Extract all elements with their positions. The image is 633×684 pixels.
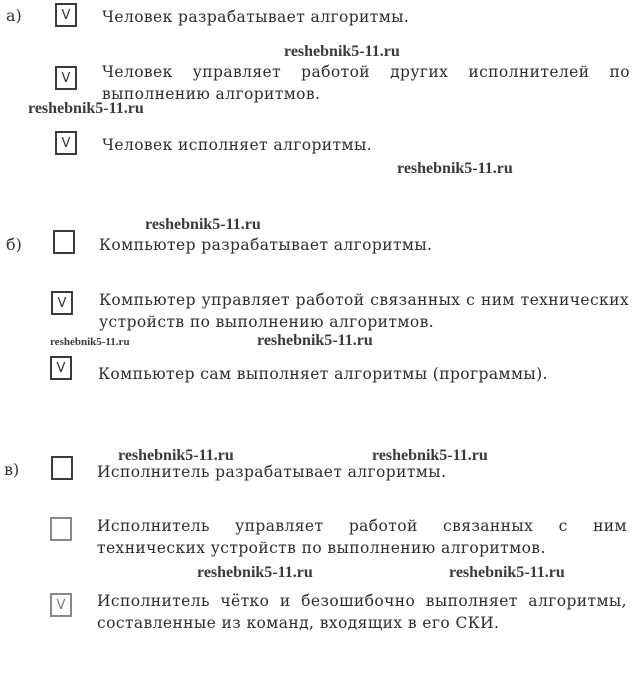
statement-a1: Человек разрабатывает алгоритмы. [102,8,410,26]
statement-b3: Компьютер сам выполняет алгоритмы (программы). [98,365,548,383]
statement-a3: Человек исполняет алгоритмы. [102,136,373,154]
watermark: reshebnik5-11.ru [197,564,313,581]
section-label-a: а) [6,6,22,25]
statement-b2: Компьютер управляет работой связанных с ним технических устройств по выполнению алгоритмов. [99,291,629,331]
watermark: reshebnik5-11.ru [50,336,130,348]
watermark: reshebnik5-11.ru [449,564,565,581]
watermark: reshebnik5-11.ru [257,332,373,349]
section-label-c: в) [4,460,20,479]
watermark: reshebnik5-11.ru [284,43,400,60]
watermark: reshebnik5-11.ru [28,100,144,117]
statement-c3: Исполнитель чётко и безошибочно выполняет алгоритмы, составленные из команд, входящих в его СКИ. [97,592,627,632]
statement-a2: Человек управляет работой других исполнителей по выполнению алгоритмов. [102,63,630,103]
checkbox-a3[interactable]: V [55,131,77,155]
statement-b1: Компьютер разрабатывает алгоритмы. [99,236,433,254]
checkbox-c1[interactable] [51,456,73,480]
checkbox-b1[interactable] [53,230,75,254]
checkbox-c2[interactable] [50,517,72,541]
section-label-b: б) [6,235,22,254]
checkbox-a2[interactable]: V [55,66,77,90]
checkbox-b2[interactable]: V [51,291,73,315]
checkbox-a1[interactable]: V [55,3,77,27]
statement-c2: Исполнитель управляет работой связанных с ним технических устройств по выполнению алгоритмов. [97,517,627,557]
checkbox-c3[interactable]: V [50,593,72,617]
statement-c1: Исполнитель разрабатывает алгоритмы. [97,463,447,481]
checkbox-b3[interactable]: V [50,356,72,380]
watermark: reshebnik5-11.ru [145,216,261,233]
watermark: reshebnik5-11.ru [397,160,513,177]
watermark: reshebnik5-11.ru [372,447,488,464]
watermark: reshebnik5-11.ru [118,447,234,464]
